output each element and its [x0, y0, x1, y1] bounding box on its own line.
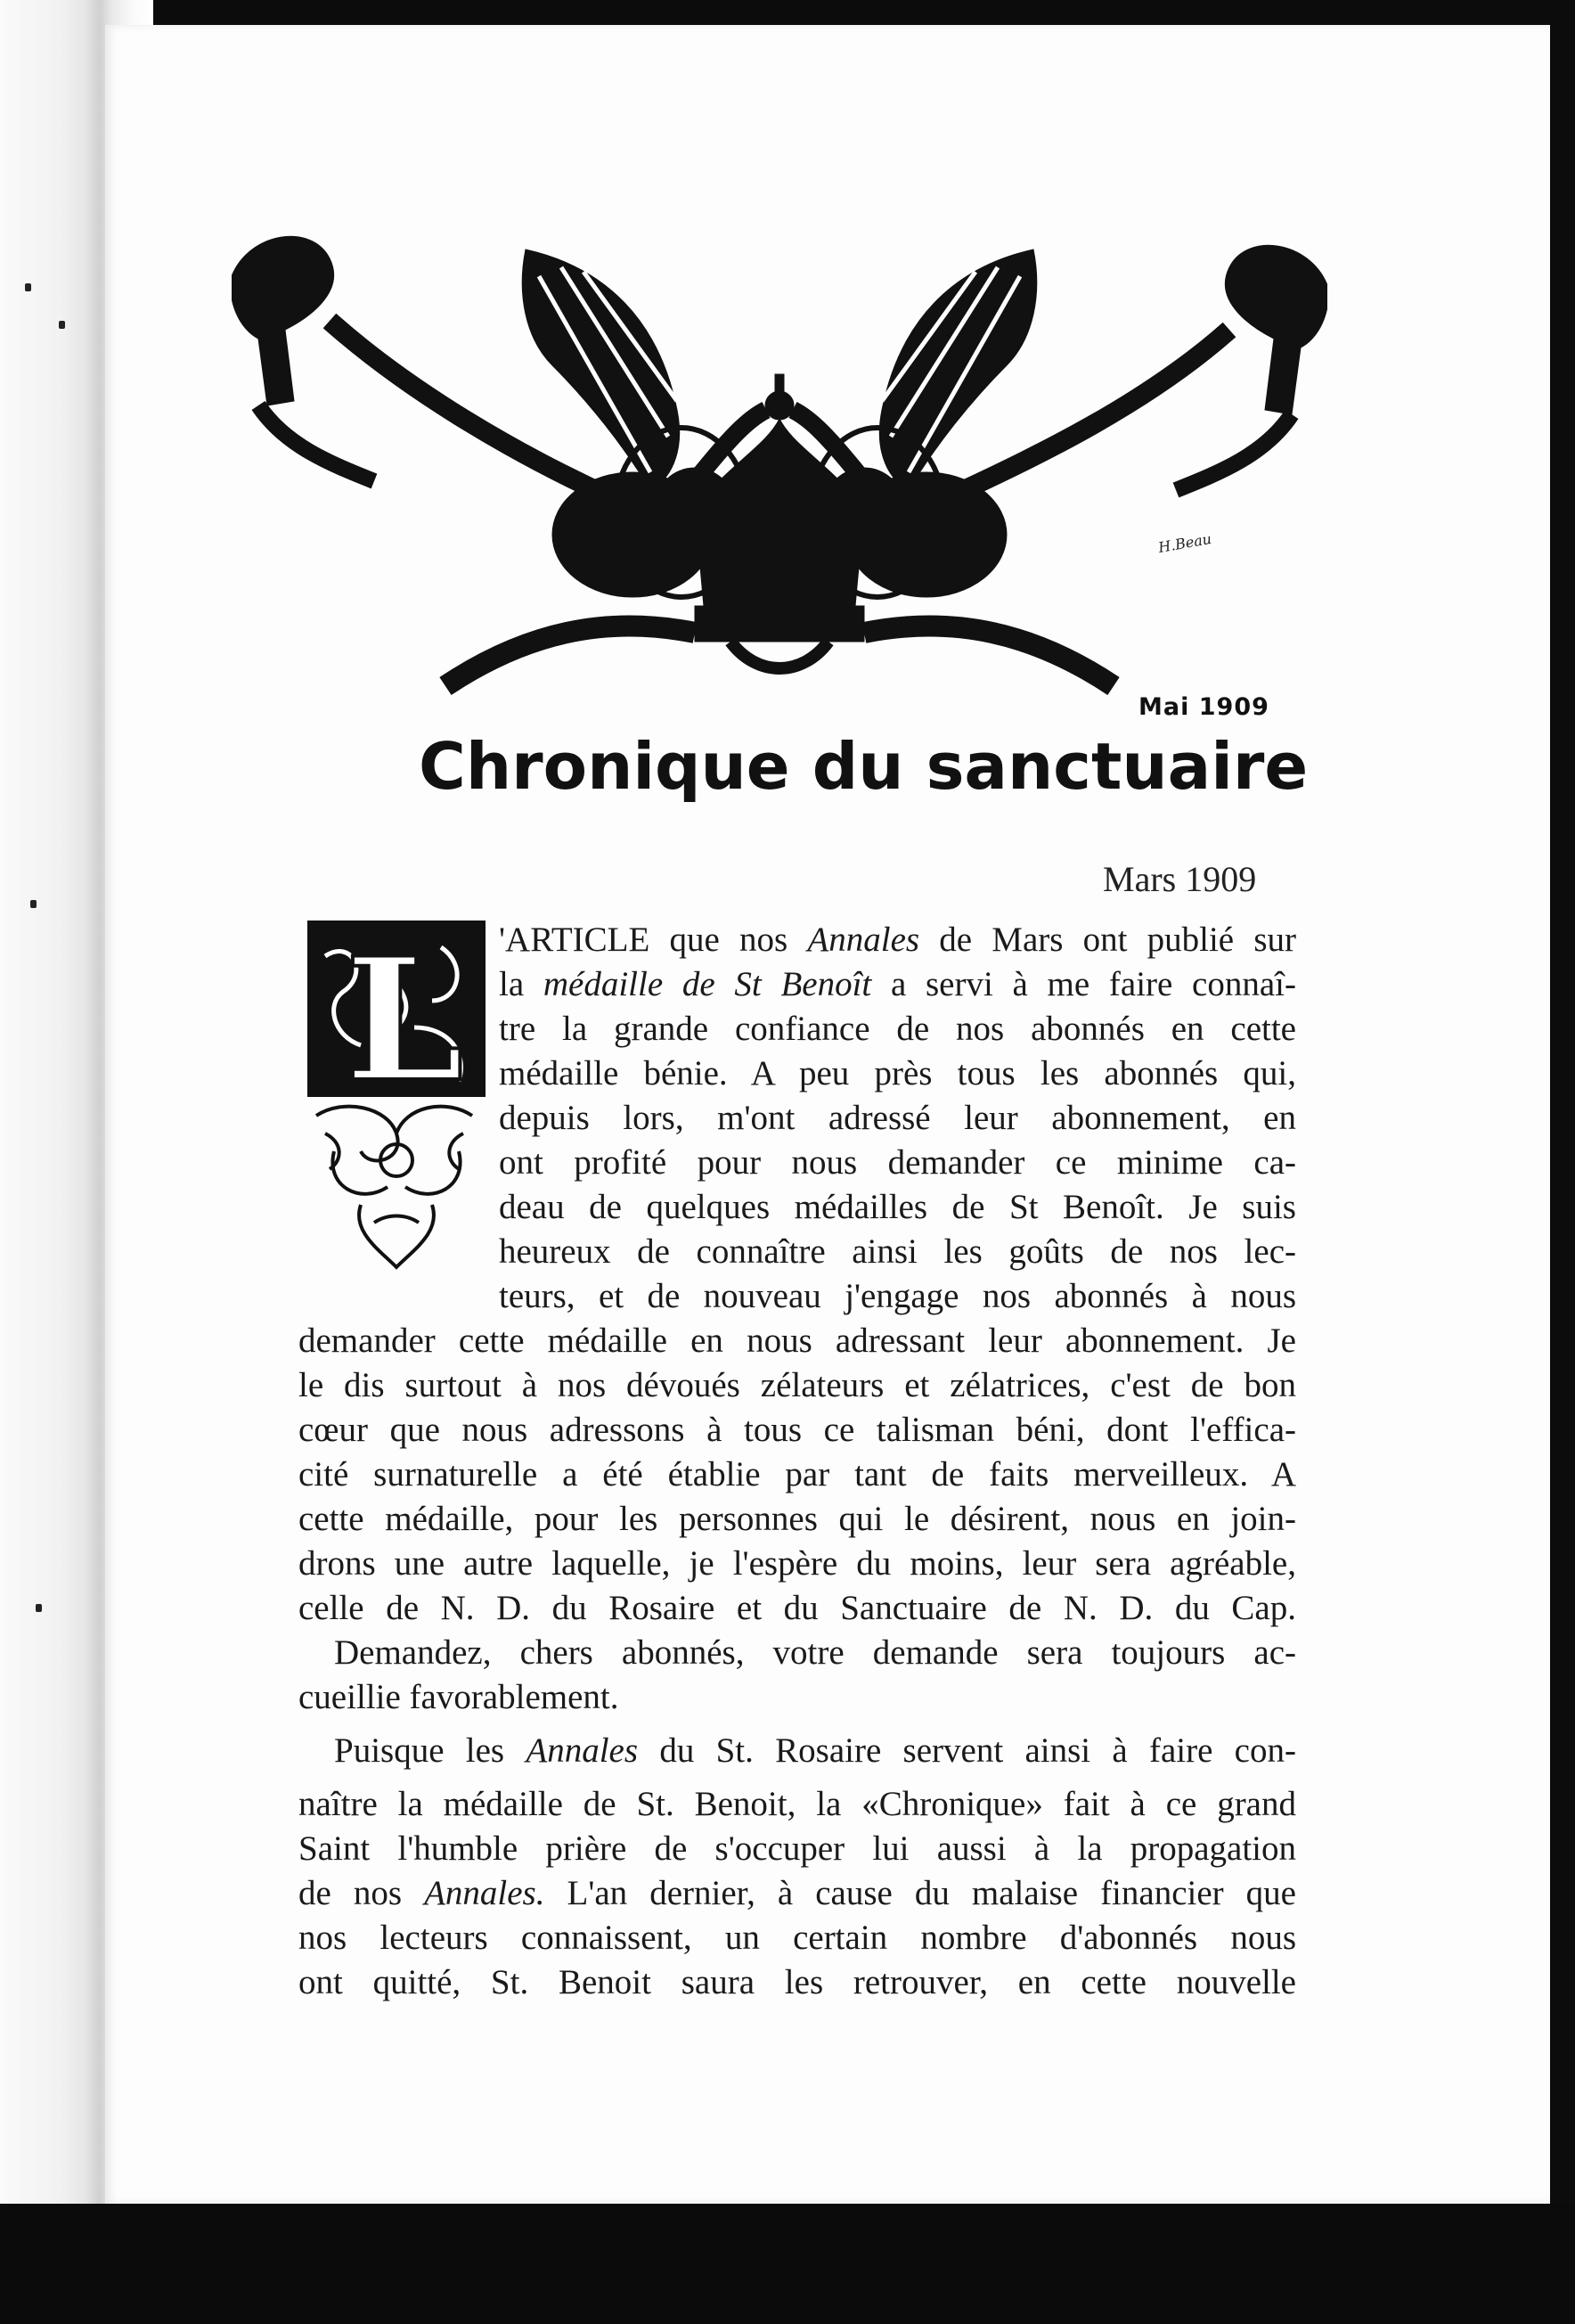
- text-line: [499, 1141, 1296, 1185]
- text-run: cueillie favorablement.: [298, 1678, 619, 1716]
- text-line: [499, 1274, 1296, 1319]
- text-run: demander cette médaille en nous adressant leur abonnement. Je: [298, 1322, 1296, 1360]
- text-run: de Mars ont publié sur: [919, 921, 1296, 959]
- text-run: cœur que nous adressons à tous ce talisman béni, dont l'effica-: [298, 1411, 1296, 1449]
- text-run: de nos: [298, 1874, 425, 1912]
- text-line: [298, 1452, 1296, 1497]
- text-run: celle de N. D. du Rosaire et du Sanctuaire de N. D. du Cap.: [298, 1589, 1296, 1627]
- text-line: [334, 1631, 1296, 1675]
- page-title: Chronique du sanctuaire: [419, 729, 1309, 804]
- text-run: teurs, et de nouveau j'engage nos abonnés à nous: [499, 1277, 1296, 1315]
- text-line: [499, 962, 1296, 1007]
- chronicle-date: Mars 1909: [1103, 859, 1257, 899]
- text-run: cette médaille, pour les personnes qui le désirent, nous en join-: [298, 1500, 1296, 1538]
- text-line: [499, 1096, 1296, 1141]
- text-run: cité surnaturelle a été établie par tant de faits merveilleux. A: [298, 1455, 1296, 1493]
- text-run: L'an dernier, à cause du malaise financier que: [544, 1874, 1296, 1912]
- text-run: ont profité pour nous demander ce minime ca-: [499, 1143, 1296, 1182]
- italic-run: Annales: [526, 1731, 639, 1770]
- artist-signature: H.Beau: [1156, 529, 1213, 557]
- text-run: nos lecteurs connaissent, un certain nombre d'abonnés nous: [298, 1919, 1296, 1957]
- text-run: Demandez, chers abonnés, votre demande sera toujours ac-: [334, 1633, 1296, 1672]
- text-line: [298, 1827, 1296, 1871]
- text-line: [334, 1729, 1296, 1773]
- foliate-ornament: [307, 1098, 481, 1272]
- text-line: [499, 1230, 1296, 1274]
- text-run: heureux de connaître ainsi les goûts de nos lec-: [499, 1232, 1296, 1271]
- text-line: [298, 1960, 1296, 2005]
- text-run: la: [499, 965, 543, 1003]
- text-line: [298, 1586, 1296, 1631]
- text-run: Puisque les: [334, 1731, 526, 1770]
- text-run: drons une autre laquelle, je l'espère du moins, leur sera agréable,: [298, 1544, 1296, 1583]
- text-run: le dis surtout à nos dévoués zélateurs et zélatrices, c'est de bon: [298, 1366, 1296, 1404]
- issue-date: Mai 1909: [1138, 693, 1269, 721]
- text-line: [298, 1871, 1296, 1916]
- text-line: [298, 1319, 1296, 1363]
- text-line: [298, 1675, 1296, 1720]
- text-run: ont quitté, St. Benoit saura les retrouver, en cette nouvelle: [298, 1963, 1296, 2001]
- text-line: [298, 1408, 1296, 1452]
- text-line: [298, 1363, 1296, 1408]
- italic-run: Annales.: [424, 1874, 545, 1912]
- text-line: [298, 1497, 1296, 1542]
- text-line: [298, 1782, 1296, 1827]
- text-run: 'ARTICLE que nos: [499, 921, 808, 959]
- text-run: naître la médaille de St. Benoit, la «Chronique» fait à ce grand: [298, 1785, 1296, 1823]
- text-run: Saint l'humble prière de s'occuper lui aussi à la propagation: [298, 1829, 1296, 1868]
- italic-run: médaille de St Benoît: [543, 965, 872, 1003]
- text-line: [499, 1185, 1296, 1230]
- decorated-dropcap: [307, 921, 486, 1097]
- text-line: [298, 1916, 1296, 1960]
- text-run: a servi à me faire connaî-: [871, 965, 1296, 1003]
- text-line: [298, 1542, 1296, 1586]
- text-line: [499, 918, 1296, 962]
- scan-border-bottom: [0, 2204, 1575, 2324]
- text-run: du St. Rosaire servent ainsi à faire con-: [638, 1731, 1296, 1770]
- cherubs-crown-headpiece-illustration: [232, 214, 1327, 713]
- text-run: depuis lors, m'ont adressé leur abonnement, en: [499, 1099, 1296, 1137]
- text-line: [499, 1052, 1296, 1096]
- dropcap-letter: L: [345, 921, 464, 1097]
- text-line: [499, 1007, 1296, 1052]
- text-run: médaille bénie. A peu près tous les abonnés qui,: [499, 1054, 1296, 1092]
- italic-run: Annales: [807, 921, 920, 959]
- text-run: deau de quelques médailles de St Benoît. Je suis: [499, 1188, 1296, 1226]
- text-run: tre la grande confiance de nos abonnés en cette: [499, 1010, 1296, 1048]
